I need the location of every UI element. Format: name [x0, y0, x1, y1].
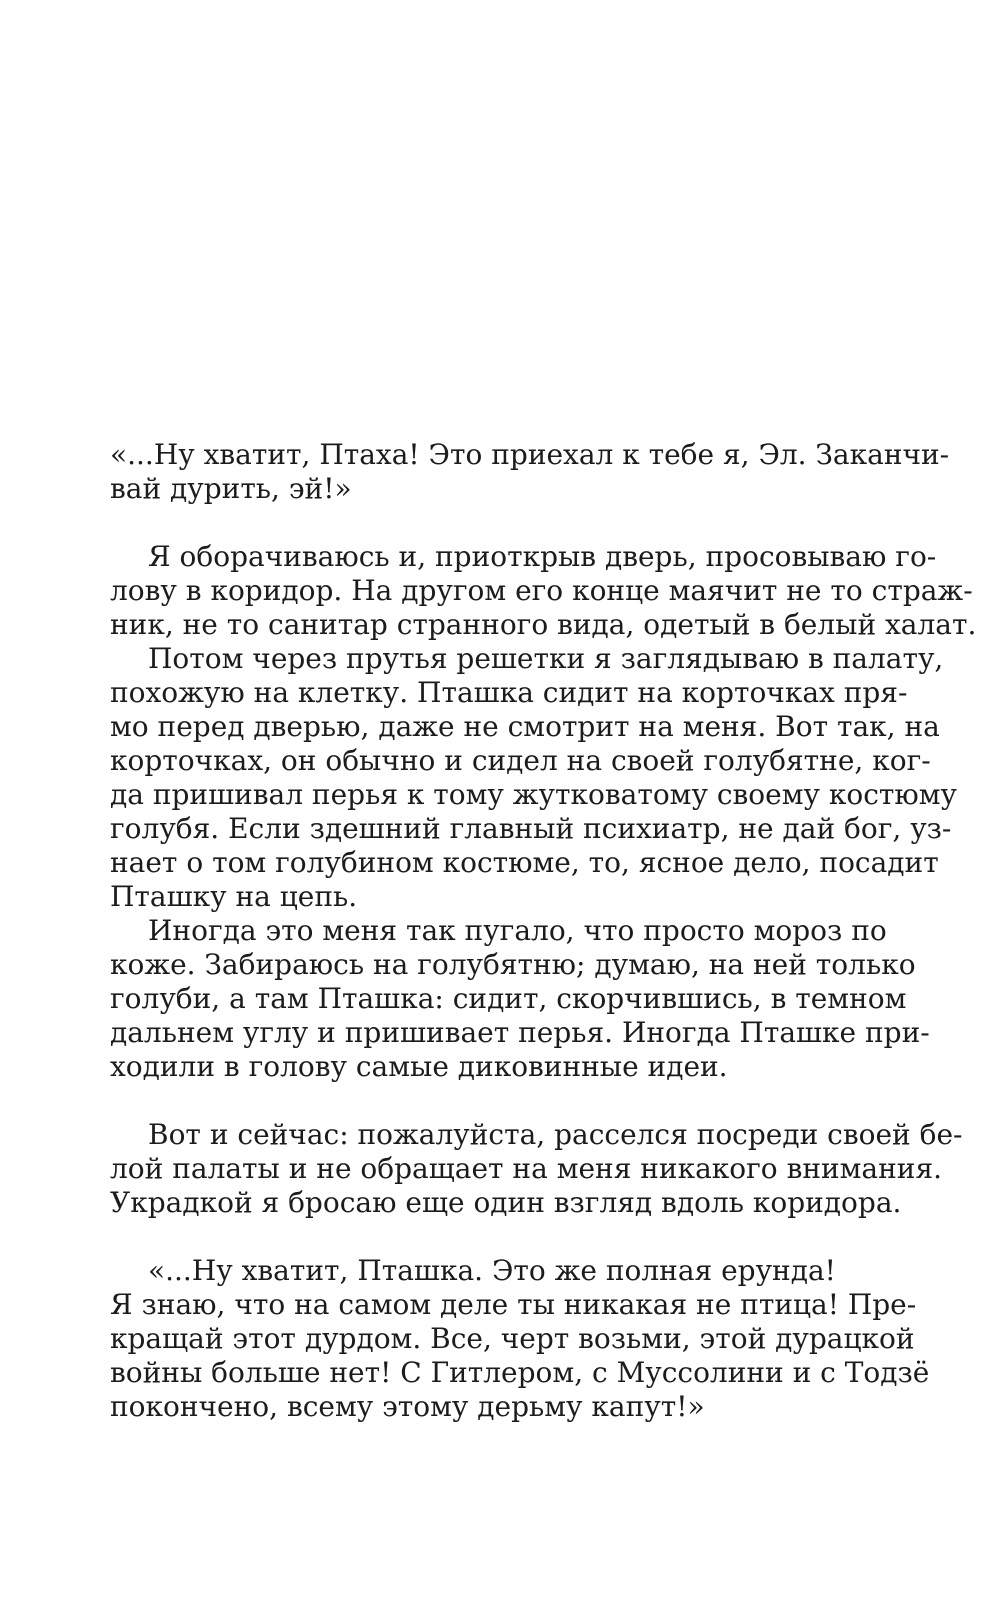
body-text	[110, 438, 977, 1424]
text-line: войны больше нет! С Гитлером, с Муссолини и с Тодзё	[110, 1356, 930, 1389]
text-line: кращай этот дурдом. Все, черт возьми, этой дурацкой	[110, 1322, 915, 1355]
text-line: коже. Забираюсь на голубятню; думаю, на ней только	[110, 948, 916, 981]
text-line: Пташку на цепь.	[110, 880, 358, 913]
paragraph-4	[110, 914, 930, 1084]
text-line: корточках, он обычно и сидел на своей голубятне, ког-	[110, 744, 931, 777]
paragraph-6	[110, 1254, 930, 1424]
text-line: Я оборачиваюсь и, приоткрыв дверь, просовываю го-	[148, 540, 937, 573]
text-line: мо перед дверью, даже не смотрит на меня. Вот так, на	[110, 710, 940, 743]
text-line: лой палаты и не обращает на меня никакого внимания.	[110, 1152, 943, 1185]
text-line: голуби, а там Пташка: сидит, скорчившись, в темном	[110, 982, 907, 1015]
text-line: Я знаю, что на самом деле ты никакая не птица! Пре-	[110, 1288, 917, 1321]
text-line: Вот и сейчас: пожалуйста, расселся посреди своей бе-	[148, 1118, 963, 1151]
text-line: ник, не то санитар странного вида, одетый в белый халат.	[110, 608, 977, 641]
text-line: ходили в голову самые диковинные идеи.	[110, 1050, 728, 1083]
paragraph-5	[110, 1118, 963, 1220]
text-line: вай дурить, эй!»	[110, 472, 352, 505]
text-line: «...Ну хватит, Пташка. Это же полная ерунда!	[148, 1254, 836, 1287]
text-line: Украдкой я бросаю еще один взгляд вдоль коридора.	[110, 1186, 902, 1219]
text-line: да пришивал перья к тому жутковатому своему костюму	[110, 778, 958, 811]
paragraph-1	[110, 438, 950, 506]
paragraph-gap	[110, 1084, 830, 1118]
text-line: похожую на клетку. Пташка сидит на корточках пря-	[110, 676, 908, 709]
paragraph-gap	[110, 1220, 830, 1254]
paragraph-2	[110, 540, 977, 642]
paragraph-gap	[110, 506, 830, 540]
text-line: покончено, всему этому дерьму капут!»	[110, 1390, 705, 1423]
text-line: Потом через прутья решетки я заглядываю в палату,	[148, 642, 944, 675]
text-line: нает о том голубином костюме, то, ясное дело, посадит	[110, 846, 939, 879]
paragraph-3	[110, 642, 958, 914]
text-line: «...Ну хватит, Птаха! Это приехал к тебе я, Эл. Заканчи-	[110, 438, 950, 471]
text-line: Иногда это меня так пугало, что просто мороз по	[148, 914, 887, 947]
text-line: лову в коридор. На другом его конце маячит не то страж-	[110, 574, 973, 607]
text-line: голубя. Если здешний главный психиатр, не дай бог, уз-	[110, 812, 952, 845]
text-line: дальнем углу и пришивает перья. Иногда Пташке при-	[110, 1016, 930, 1049]
